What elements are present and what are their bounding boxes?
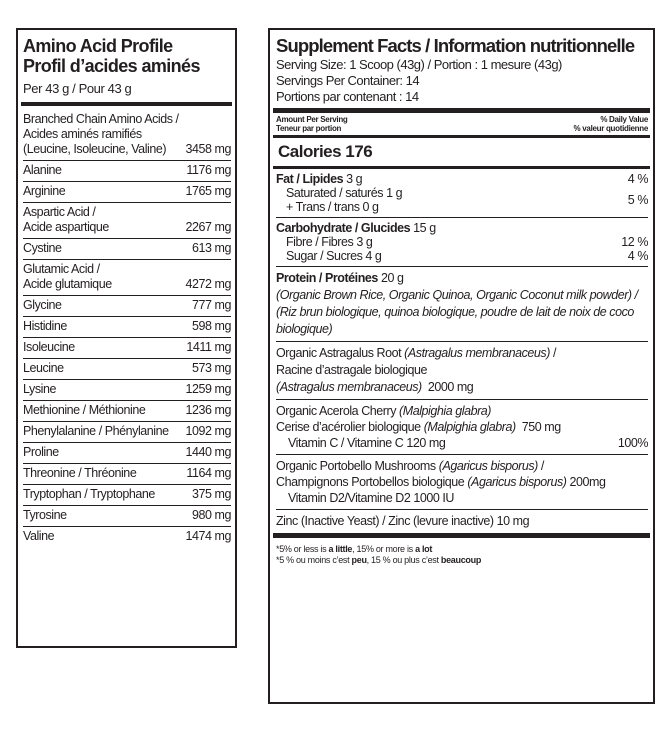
amino-value: 3458 mg — [185, 142, 231, 156]
protein-label: Protein / Protéines — [276, 271, 378, 285]
trans-label: + Trans / trans 0 g — [286, 200, 379, 214]
protein-source-fr: (Riz brun biologique, quinoa biologique, poudre de lait de noix de coco biologique) — [276, 305, 634, 336]
amino-name: Tyrosine — [23, 508, 67, 522]
amino-row — [23, 110, 231, 161]
astragalus-latin-fr: (Astragalus membranaceus) — [276, 380, 422, 394]
amino-name: Cystine — [23, 241, 62, 255]
amino-title-fr: Profil d’acides aminés — [23, 56, 200, 76]
amino-row — [23, 338, 231, 359]
fibre-label: Fibre / Fibres 3 g — [286, 235, 373, 249]
astragalus-amount: 2000 mg — [427, 380, 474, 394]
supplement-title: Supplement Facts / Information nutritionnelle — [276, 35, 635, 56]
footnote-en-pre: *5% or less is — [276, 544, 329, 554]
footnote-fr-peu: peu — [351, 555, 367, 565]
fat-amount: 3 g — [346, 172, 363, 186]
sugar-label: Sugar / Sucres 4 g — [286, 249, 382, 263]
footnote-fr-pre: *5 % ou moins c’est — [276, 555, 352, 565]
amino-name: Methionine / Méthionine — [23, 403, 146, 417]
amino-per-serving: Per 43 g / Pour 43 g — [23, 81, 132, 96]
amino-row — [23, 464, 231, 485]
amino-value: 375 mg — [192, 487, 231, 501]
astragalus-fr: Racine d’astragale biologique — [276, 363, 427, 377]
portobello-latin: (Agaricus bisporus) — [438, 459, 538, 473]
amino-value: 4272 mg — [185, 277, 231, 291]
amino-name: Branched Chain Amino Acids / Acides aminés ramifiés (Leucine, Isoleucine, Valine) — [23, 112, 179, 156]
amino-name: Aspartic Acid / Acide aspartique — [23, 205, 109, 234]
fat-block — [276, 169, 648, 217]
protein-source-en: (Organic Brown Rice, Organic Quinoa, Organic Coconut milk powder) / — [276, 288, 638, 302]
amino-name: Arginine — [23, 184, 66, 198]
portobello-fr: Champignons Portobellos biologique — [276, 475, 465, 489]
amino-row — [23, 260, 231, 296]
amino-name: Histidine — [23, 319, 67, 333]
zinc-block — [276, 510, 648, 533]
amino-acid-panel — [16, 28, 237, 648]
amino-value: 1474 mg — [185, 529, 231, 543]
amino-value: 1765 mg — [185, 184, 231, 198]
astragalus-block: Organic Astragalus Root (Astragalus membranaceus) / Racine d’astragale biologique (Astragalus membranaceus) 2000 mg — [276, 342, 648, 399]
servings-per-container: Servings Per Container: 14 — [276, 73, 420, 88]
amino-row — [23, 380, 231, 401]
amount-per-serving-fr: Teneur par portion — [276, 124, 342, 133]
amino-row — [23, 422, 231, 443]
zinc-label: Zinc (Inactive Yeast) / Zinc (levure inactive) 10 mg — [276, 514, 530, 528]
acerola-latin-fr: (Malpighia glabra) — [423, 420, 516, 434]
amino-row — [23, 527, 231, 547]
vitamin-c-label: Vitamin C / Vitamine C 120 mg — [288, 436, 446, 450]
amino-value: 777 mg — [192, 298, 231, 312]
daily-value-en: % Daily Value — [600, 115, 648, 124]
amino-value: 573 mg — [192, 361, 231, 375]
portobello-en: Organic Portobello Mushrooms — [276, 459, 436, 473]
amount-per-serving-en: Amount Per Serving — [276, 115, 348, 124]
saturated-label: Saturated / saturés 1 g — [286, 186, 403, 200]
amino-title-en: Amino Acid Profile — [23, 36, 173, 56]
sugar-dv: 4 % — [627, 249, 648, 263]
footnote-en-mid: , 15% or more is — [352, 544, 416, 554]
fat-dv: 4 % — [627, 172, 648, 186]
amino-row — [23, 317, 231, 338]
amino-name: Tryptophan / Tryptophane — [23, 487, 155, 501]
amino-value: 1411 mg — [186, 340, 231, 354]
amino-name: Isoleucine — [23, 340, 75, 354]
amino-value: 2267 mg — [185, 220, 231, 234]
carb-amount: 15 g — [413, 221, 436, 235]
protein-amount: 20 g — [380, 271, 404, 285]
amino-name: Threonine / Thréonine — [23, 466, 137, 480]
daily-value-fr: % valeur quotidienne — [573, 124, 648, 133]
thick-rule — [273, 108, 650, 113]
amino-row — [23, 485, 231, 506]
acerola-latin: (Malpighia glabra) — [399, 404, 491, 418]
footnote — [276, 540, 648, 566]
column-header — [276, 115, 648, 135]
amino-row — [23, 182, 231, 203]
protein-block — [276, 267, 648, 341]
amino-thick-rule — [21, 102, 232, 106]
amino-value: 1236 mg — [185, 403, 231, 417]
amino-value: 598 mg — [192, 319, 231, 333]
amino-row — [23, 443, 231, 464]
amino-row — [23, 359, 231, 380]
amino-value: 1176 mg — [186, 163, 231, 177]
amino-value: 1440 mg — [185, 445, 231, 459]
carb-label: Carbohydrate / Glucides — [276, 221, 411, 235]
footnote-en-little: a little — [328, 544, 353, 554]
supplement-facts-panel — [268, 28, 655, 704]
footnote-en-lot: a lot — [415, 544, 433, 554]
amino-row — [23, 203, 231, 239]
acerola-fr: Cerise d’acérolier biologique — [276, 420, 421, 434]
amino-name: Valine — [23, 529, 55, 543]
astragalus-en: Organic Astragalus Root — [276, 346, 402, 360]
amino-name: Glycine — [23, 298, 62, 312]
amino-name: Glutamic Acid / Acide glutamique — [23, 262, 112, 291]
calories: Calories 176 — [278, 142, 373, 161]
amino-name: Leucine — [23, 361, 64, 375]
vitamin-d-label: Vitamin D2/Vitamine D2 1000 IU — [288, 491, 454, 505]
acerola-en: Organic Acerola Cherry — [276, 404, 397, 418]
amino-row — [23, 506, 231, 527]
amino-value: 1259 mg — [185, 382, 231, 396]
amino-value: 980 mg — [192, 508, 231, 522]
serving-size: Serving Size: 1 Scoop (43g) / Portion : 1 mesure (43g) — [276, 57, 562, 72]
amino-table — [23, 110, 231, 547]
amino-value: 613 mg — [192, 241, 231, 255]
acerola-amount: 750 mg — [521, 420, 561, 434]
amino-name: Proline — [23, 445, 59, 459]
portobello-block: Organic Portobello Mushrooms (Agaricus bisporus) / Champignons Portobellos biologique (Agaricus bisporus) 200mg Vitamin D2/Vitamine D2 1000 IU — [276, 455, 648, 509]
amino-row — [23, 161, 231, 182]
astragalus-latin: (Astragalus membranaceus) — [404, 346, 550, 360]
vitamin-c-dv: 100% — [617, 436, 648, 450]
amino-name: Alanine — [23, 163, 62, 177]
fibre-dv: 12 % — [621, 235, 648, 249]
portions-per-container: Portions par contenant : 14 — [276, 89, 419, 104]
amino-row — [23, 239, 231, 260]
thick-rule-bottom — [273, 533, 650, 538]
portobello-amount: 200mg — [569, 475, 606, 489]
amino-row — [23, 296, 231, 317]
footnote-fr-beaucoup: beaucoup — [440, 555, 482, 565]
amino-value: 1092 mg — [185, 424, 231, 438]
acerola-block — [276, 400, 648, 454]
amino-name: Phenylalanine / Phénylanine — [23, 424, 169, 438]
footnote-fr-mid: , 15 % ou plus c’est — [366, 555, 441, 565]
amino-row — [23, 401, 231, 422]
saturated-trans-dv: 5 % — [627, 193, 648, 207]
amino-value: 1164 mg — [186, 466, 231, 480]
portobello-latin-fr: (Agaricus bisporus) — [467, 475, 567, 489]
amino-name: Lysine — [23, 382, 56, 396]
fat-label: Fat / Lipides — [276, 172, 344, 186]
carbohydrate-block — [276, 218, 648, 266]
